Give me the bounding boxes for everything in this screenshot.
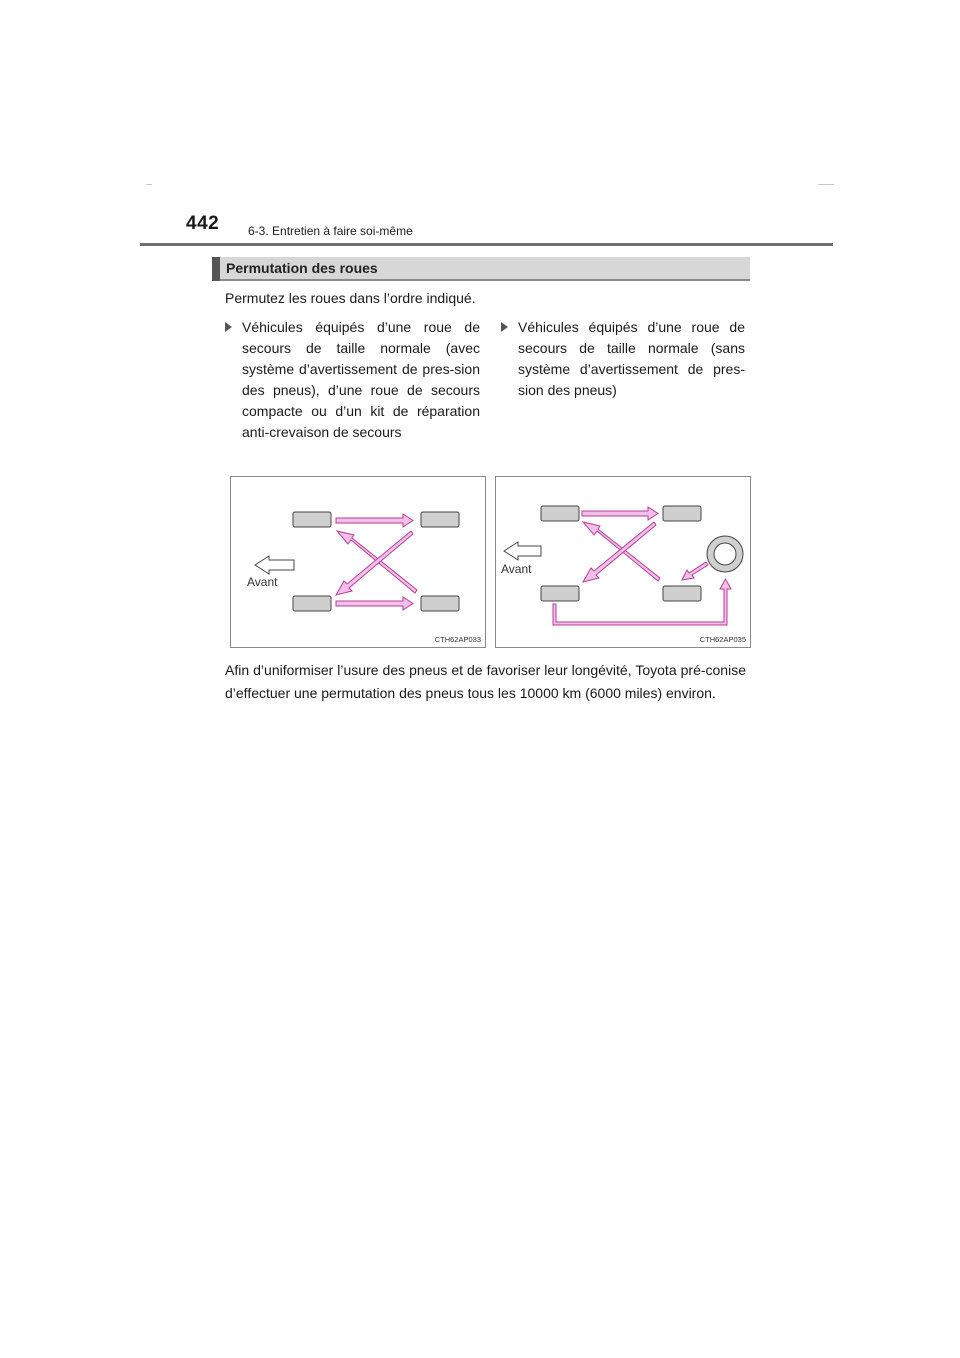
section-heading: [212, 257, 750, 281]
bullet-triangle-icon: [501, 322, 508, 332]
wheel-front-left: [293, 512, 331, 527]
rotation-arrows: [336, 514, 417, 610]
body-paragraph: Afin d’uniformiser l’usure des pneus et de favoriser leur longévité, Toyota pré-conise d’effectuer une permutation des pneus tous les 10000 km (6000 miles) environ.: [225, 662, 746, 701]
intro-text: Permutez les roues dans l’ordre indiqué.: [225, 290, 476, 306]
front-label: Avant: [247, 575, 278, 589]
header-rule: [140, 243, 833, 246]
front-label: Avant: [501, 562, 532, 576]
crop-mark-left: [146, 184, 152, 185]
bullet-item-2: [518, 317, 745, 401]
spare-wheel: [707, 536, 743, 572]
figure-code: CTH62AP033: [434, 635, 481, 644]
arrow-front-left-to-front-right: [582, 507, 658, 520]
arrow-rear-left-to-spare: [553, 579, 731, 625]
rotation-figure-1: [230, 476, 486, 648]
wheel-rear-left: [293, 596, 331, 611]
arrow-spare-to-rear-right: [682, 562, 708, 580]
wheel-front-right: [663, 506, 701, 521]
running-header: 6-3. Entretien à faire soi-même: [248, 224, 413, 238]
crop-mark-right: [818, 184, 834, 185]
front-direction-icon: [255, 556, 294, 574]
arrow-front-left-to-front-right: [336, 514, 413, 527]
wheel-rear-left: [541, 586, 579, 601]
rotation-figure-2: [495, 476, 751, 648]
rotation-diagram-2: [496, 477, 752, 649]
bullet-triangle-icon: [225, 322, 232, 332]
rotation-arrows: [553, 507, 731, 625]
page-number: 442: [186, 213, 220, 234]
section-marker: [212, 257, 220, 281]
wheel-rear-right: [421, 596, 459, 611]
section-title: Permutation des roues: [226, 260, 378, 276]
bullet-item-1: [242, 317, 480, 443]
bullet-text-2: Véhicules équipés d’une roue de secours de taille normale (sans système d’avertissement de pres-sion des pneus): [518, 319, 745, 398]
figure-code: CTH62AP035: [699, 635, 746, 644]
bullet-text-1: Véhicules équipés d’une roue de secours de taille normale (avec système d’avertissement de pres-sion des pneus), d’une roue de secours compacte ou d’un kit de réparation anti-crevaison de secours: [242, 319, 480, 440]
wheel-front-right: [421, 512, 459, 527]
front-direction-icon: [504, 542, 541, 560]
wheel-front-left: [541, 506, 579, 521]
arrow-rear-left-to-rear-right: [336, 597, 413, 610]
rotation-diagram-1: [231, 477, 487, 649]
wheel-rear-right: [663, 586, 701, 601]
